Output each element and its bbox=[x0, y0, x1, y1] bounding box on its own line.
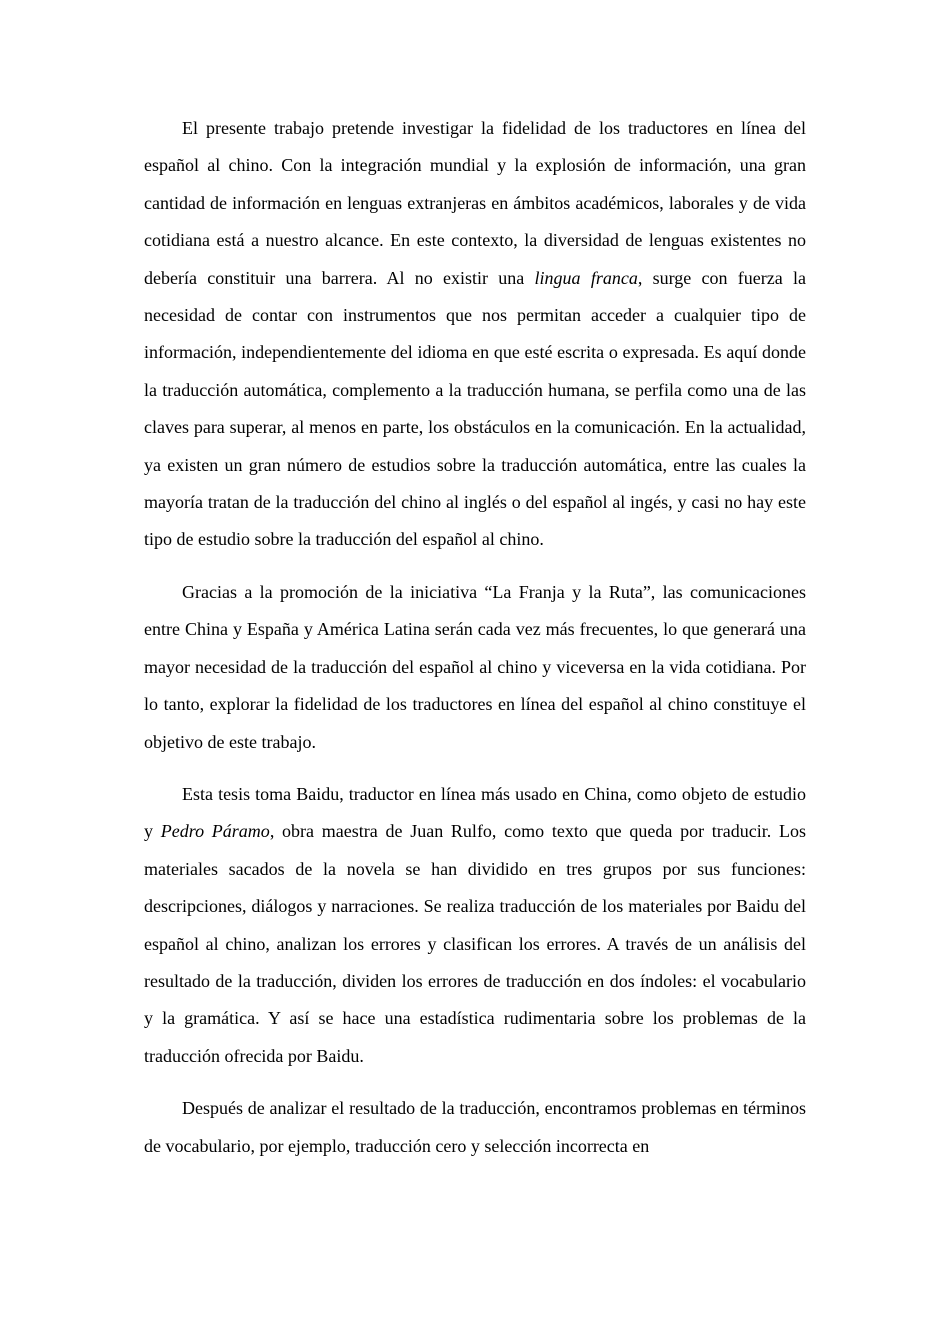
paragraph-1-italic-term: lingua franca bbox=[534, 267, 638, 288]
paragraph-1-text-end: , surge con fuerza la necesidad de contar con instrumentos que nos permitan acceder a cualquier tipo de información, independientemente del idioma en que esté escrita o expresada. Es aquí donde la traducción automática, complemento a la traducción humana, se perfila como una de las claves para superar, al menos en parte, los obstáculos en la comunicación. En la actualidad, ya existen un gran número de estudios sobre la traducción automática, entre las cuales la mayoría tratan de la traducción del chino al inglés o del español al ingés, y casi no hay este tipo de estudio sobre la traducción del español al chino. bbox=[144, 267, 807, 550]
paragraph-3 bbox=[144, 776, 806, 1075]
paragraph-2-text: Gracias a la promoción de la iniciativa “La Franja y la Ruta”, las comunicaciones entre China y España y América Latina serán cada vez más frecuentes, lo que generará una mayor necesidad de la traducción del español al chino y viceversa en la vida cotidiana. Por lo tanto, explorar la fidelidad de los traductores en línea del español al chino constituye el objetivo de este trabajo. bbox=[144, 581, 806, 752]
paragraph-3-text-start: Esta tesis toma Baidu, traductor en línea más usado en China, como objeto de estudio y bbox=[144, 783, 806, 842]
paragraph-4 bbox=[144, 1090, 806, 1165]
paragraph-1 bbox=[144, 110, 806, 559]
document-body bbox=[144, 110, 806, 1180]
paragraph-4-text: Después de analizar el resultado de la traducción, encontramos problemas en términos de vocabulario, por ejemplo, traducción cero y selección incorrecta en bbox=[144, 1098, 806, 1156]
paragraph-3-italic-title: Pedro Páramo bbox=[160, 821, 270, 842]
paragraph-3-text-end: , obra maestra de Juan Rulfo, como texto que queda por traducir. Los materiales sacados de la novela se han dividido en tres grupos por sus funciones: descripciones, diálogos y narraciones. Se realiza traducción de los materiales por Baidu del español al chino, analizan los errores y clasifican los errores. A través de un análisis del resultado de la traducción, dividen los errores de traducción en dos índoles: el vocabulario y la gramática. Y así se hace una estadística rudimentaria sobre los problemas de la traducción ofrecida por Baidu. bbox=[144, 821, 807, 1066]
paragraph-1-text-start: El presente trabajo pretende investigar la fidelidad de los traductores en línea del español al chino. Con la integración mundial y la explosión de información, una gran cantidad de información en lenguas extranjeras en ámbitos académicos, laborales y de vida cotidiana está a nuestro alcance. En este contexto, la diversidad de lenguas existentes no debería constituir una barrera. Al no existir una bbox=[144, 118, 806, 288]
paragraph-2 bbox=[144, 574, 806, 761]
